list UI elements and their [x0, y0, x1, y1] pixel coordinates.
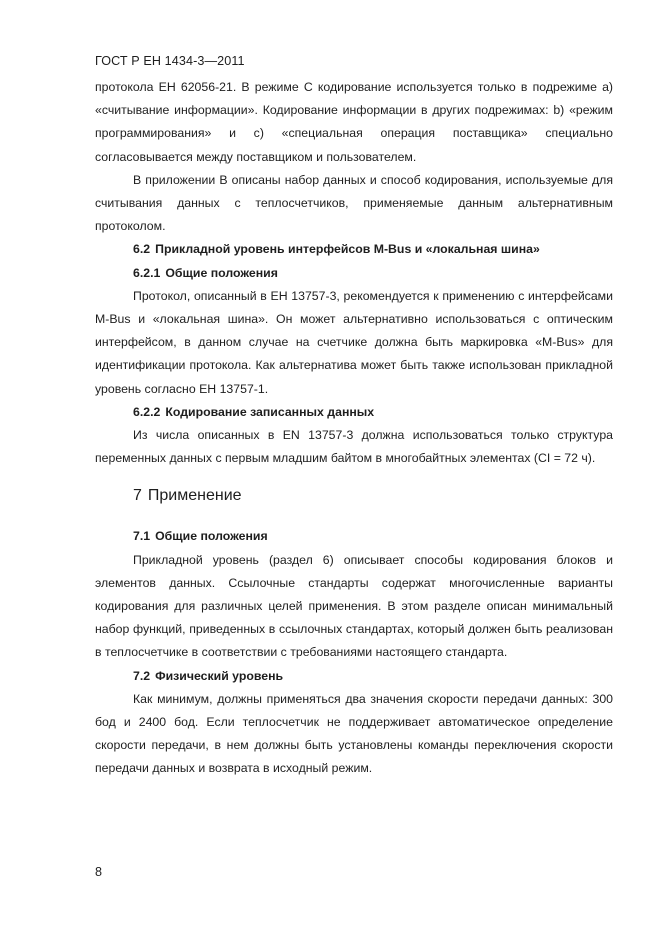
heading-number: 7.1: [133, 529, 151, 544]
heading-title: Физический уровень: [155, 668, 284, 683]
heading-number: 6.2.2: [133, 404, 161, 419]
heading-6-2-1: [95, 262, 613, 285]
document-body: [95, 76, 613, 781]
heading-number: 7.2: [133, 668, 151, 683]
heading-number: 7: [133, 487, 142, 505]
heading-7-1: [95, 525, 613, 548]
heading-title: Кодирование записанных данных: [165, 404, 375, 419]
heading-7-2: [95, 665, 613, 688]
document-code: ГОСТ Р ЕН 1434-3—2011: [95, 54, 245, 68]
paragraph-appendix-b: В приложении В описаны набор данных и способ кодирования, используемые для считывания данных с теплосчетчиков, применяемые данным альтернативным протоколом.: [95, 172, 613, 234]
heading-number: 6.2.1: [133, 265, 161, 280]
paragraph-en-13757-3-protocol: Протокол, описанный в ЕН 13757-3, рекомендуется к применению с интерфейсами M-Bus и «локальная шина». Он может альтернативно использоваться с оптическим интерфейсом, в данном случае на счетчике должна быть маркировка «M-Bus» для идентификации протокола. Как альтернатива может быть также использован прикладной уровень согласно ЕН 13757-1.: [95, 288, 613, 396]
paragraph-variable-data-structure: Из числа описанных в EN 13757-3 должна использоваться только структура переменных данных с первым младшим байтом в многобайтных элементах (CI = 72 ч).: [95, 428, 613, 466]
heading-title: Прикладной уровень интерфейсов М-Bus и «локальная шина»: [155, 242, 540, 257]
paragraph-protocol-modes: протокола ЕН 62056-21. В режиме С кодирование используется только в подрежиме а) «считывание информации». Кодирование информации в других подрежимах: b) «режим программирования» и с) «специальная операция поставщика» специально согласовывается между поставщиком и пользователем.: [95, 80, 613, 164]
paragraph-physical-layer: Как минимум, должны применяться два значения скорости передачи данных: 300 бод и 2400 бод. Если теплосчетчик не поддерживает автоматическое определение скорости передачи, в нем должны быть установлены команды переключения скорости передачи данных и возврата в исходный режим.: [95, 691, 613, 776]
heading-7: [95, 478, 613, 517]
heading-title: Общие положения: [165, 265, 278, 280]
page-number: 8: [95, 865, 103, 879]
heading-title: Применение: [147, 487, 242, 505]
heading-number: 6.2: [133, 242, 151, 257]
heading-title: Общие положения: [155, 529, 268, 544]
paragraph-application-layer: Прикладной уровень (раздел 6) описывает способы кодирования блоков и элементов данных. Ссылочные стандарты содержат многочисленные варианты кодирования для различных целей применения. В этом разделе описан минимальный набор функций, приведенных в ссылочных стандартах, который должен быть реализован в теплосчетчике в соответствии с требованиями настоящего стандарта.: [95, 552, 613, 660]
heading-6-2-2: [95, 401, 613, 424]
heading-6-2: [95, 238, 613, 261]
